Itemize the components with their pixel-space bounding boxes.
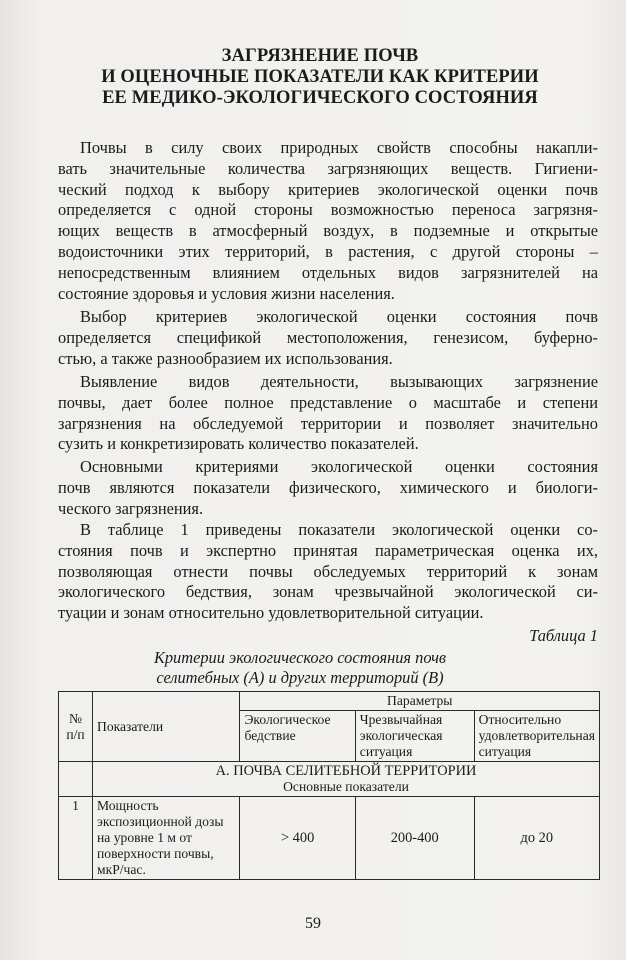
row-satisfactory-value: до 20 (474, 797, 599, 880)
section-subtitle: Основные показатели (283, 779, 409, 794)
text-line: почвы, дает более полное представление о масштабе и степени (58, 392, 598, 412)
text-line: туации и зонам относительно удовлетворительной ситуации. (58, 603, 484, 623)
text-line: состояние здоровья и условия жизни населения. (58, 283, 395, 303)
title-line: ЕЕ МЕДИКО-ЭКОЛОГИЧЕСКОГО СОСТОЯНИЯ (102, 88, 538, 108)
text-line: В таблице 1 приведены показатели экологической оценки со- (80, 520, 598, 539)
text-line: Выбор критериев экологической оценки состояния почв (80, 307, 598, 326)
text-line: стояния почв и экспертно принятая параметрическая оценка их, (58, 540, 598, 560)
paragraph-2 (58, 307, 598, 369)
page-title (40, 46, 600, 109)
section-empty-cell (59, 762, 93, 797)
header-params: Параметры (240, 692, 600, 711)
text-line: непосредственным влиянием отдельных видов загрязнителей на (58, 262, 598, 282)
row-indicator: Мощность экспозиционной дозы на уровне 1 м от поверхности почвы, мкР/час. (93, 797, 240, 880)
row-emergency-value: 200-400 (355, 797, 474, 880)
criteria-table (58, 691, 600, 880)
text-line: экологического бедствия, зонам чрезвычайной экологической си- (58, 582, 598, 602)
text-line: определяется спецификой местоположения, генезисом, буферно- (58, 327, 598, 347)
table-row (59, 797, 600, 880)
text-line: почв являются показатели физического, химического и биологи- (58, 477, 598, 497)
caption-line: селитебных (А) и других территорий (В) (156, 668, 444, 687)
section-title: А. ПОЧВА СЕЛИТЕБНОЙ ТЕРРИТОРИИ (215, 763, 477, 779)
paragraph-1 (58, 138, 598, 304)
header-satisfactory: Относительно удовлетворительная ситуация (474, 711, 599, 762)
text-line: Выявление видов деятельности, вызывающих загрязнение (80, 372, 598, 391)
text-line: позволяющая отнести почвы обследуемых территорий к зонам (58, 561, 598, 581)
row-disaster-value: > 400 (240, 797, 355, 880)
page-number: 59 (305, 915, 321, 932)
table-caption (40, 648, 560, 688)
header-emergency: Чрезвычайная экологическая ситуация (355, 711, 474, 762)
paragraph-4 (58, 457, 598, 519)
header-no: № п/п (59, 692, 93, 762)
section-heading (93, 762, 600, 797)
paragraph-3 (58, 372, 598, 455)
text-line: стью, а также разнообразием их использования. (58, 348, 393, 368)
table-label: Таблица 1 (529, 626, 598, 645)
table-header-row (59, 692, 600, 711)
header-disaster: Экологическое бедствие (240, 711, 355, 762)
text-line: ющих веществ в атмосферный воздух, в подземные и открытые (58, 221, 598, 241)
caption-line: Критерии экологического состояния почв (153, 648, 447, 667)
title-line: И ОЦЕНОЧНЫЕ ПОКАЗАТЕЛИ КАК КРИТЕРИИ (101, 67, 539, 87)
text-line: определяется с одной стороны возможностью переноса загрязня- (58, 200, 598, 220)
text-line: ческого загрязнения. (58, 498, 204, 518)
row-number: 1 (59, 797, 93, 880)
table-section-row (59, 762, 600, 797)
text-line: загрязнения на обследуемой территории и позволяет значительно (58, 413, 598, 433)
title-line: ЗАГРЯЗНЕНИЕ ПОЧВ (221, 46, 419, 66)
paragraph-5 (58, 520, 598, 624)
header-indicator: Показатели (93, 692, 240, 762)
text-line: Почвы в силу своих природных свойств способны накапли- (80, 138, 598, 157)
text-line: Основными критериями экологической оценки состояния (80, 457, 598, 476)
text-line: сузить и конкретизировать количество показателей. (58, 434, 419, 454)
text-line: водоисточники этих территорий, в растения, с другой стороны – (58, 241, 598, 261)
text-line: вать значительные количества загрязняющих веществ. Гигиени- (58, 158, 598, 178)
text-line: ческий подход к выбору критериев экологической оценки почв (58, 179, 598, 199)
